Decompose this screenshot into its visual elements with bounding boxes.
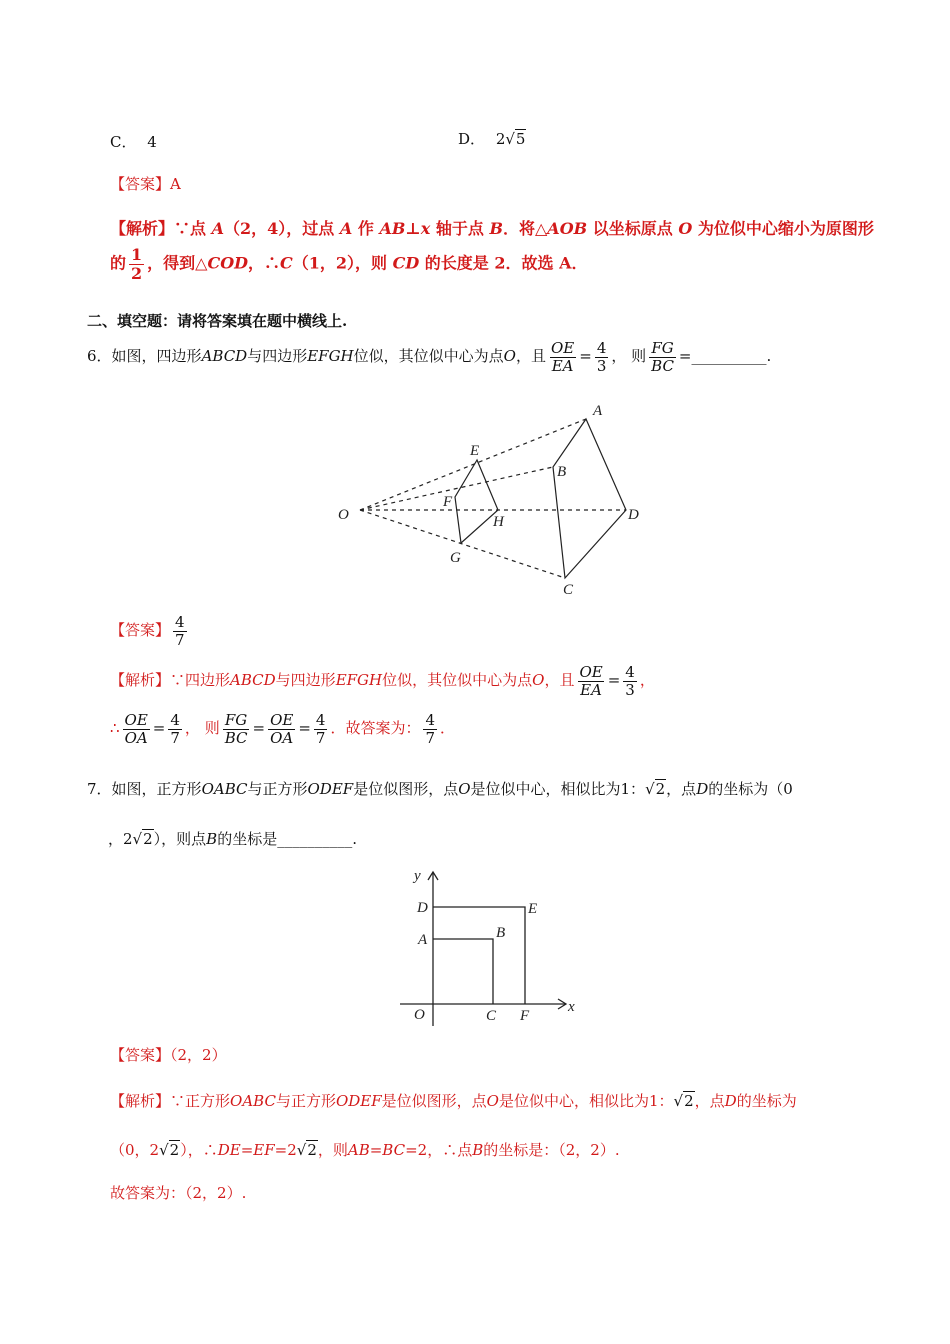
sqrt: √2 bbox=[296, 1141, 317, 1159]
radicand: 2 bbox=[684, 1092, 694, 1110]
option-d-sqrt: √5 bbox=[505, 130, 526, 148]
frac-den: EA bbox=[580, 680, 602, 699]
text: ，且 bbox=[544, 671, 575, 689]
analysis-tag: 【解析】 bbox=[110, 671, 171, 689]
q5-answer bbox=[110, 173, 181, 194]
fraction bbox=[314, 712, 328, 746]
frac-den: 7 bbox=[175, 630, 185, 649]
section-title: 二、填空题：请将答案填在题中横线上. bbox=[87, 312, 348, 330]
var: O bbox=[503, 347, 516, 365]
fraction-half bbox=[129, 246, 144, 282]
fraction bbox=[123, 712, 150, 746]
var: ODEF bbox=[307, 780, 354, 798]
frac-den: 3 bbox=[625, 680, 635, 699]
fraction bbox=[549, 340, 576, 374]
option-d bbox=[458, 128, 526, 149]
text: ∴ bbox=[110, 719, 120, 737]
text: （1，2），则 bbox=[292, 253, 393, 273]
sqrt: √2 bbox=[673, 1092, 694, 1110]
dashed-line bbox=[360, 419, 586, 510]
text: ，则 bbox=[317, 1141, 348, 1159]
var: OABC bbox=[201, 780, 248, 798]
question-number: 7． bbox=[87, 780, 112, 798]
q6-answer bbox=[110, 614, 190, 648]
text: ⊥ bbox=[405, 219, 421, 238]
text: =2，∴点 bbox=[405, 1141, 473, 1159]
answer-blank: =__________. bbox=[678, 347, 772, 365]
text: ∵点 bbox=[174, 219, 212, 238]
q7-analysis-line1 bbox=[110, 1090, 797, 1111]
var: ODEF bbox=[335, 1092, 382, 1110]
var: B bbox=[472, 1141, 484, 1159]
var: C bbox=[280, 253, 293, 273]
label-h: H bbox=[493, 514, 504, 530]
text: 位似，其位似中心为点 bbox=[353, 347, 504, 365]
frac-num: 4 bbox=[625, 663, 635, 681]
var: EFGH bbox=[335, 671, 383, 689]
option-d-label: D． bbox=[458, 130, 486, 148]
frac-den: BC bbox=[651, 356, 674, 375]
fraction bbox=[649, 340, 676, 374]
fraction bbox=[423, 712, 437, 746]
label-e: E bbox=[470, 443, 480, 459]
label-a: A bbox=[418, 932, 428, 948]
sqrt: √2 bbox=[645, 780, 666, 798]
question-number: 6． bbox=[87, 347, 112, 365]
text: 轴于点 bbox=[430, 219, 490, 238]
q7-analysis-line2 bbox=[110, 1139, 620, 1160]
quad-abcd bbox=[553, 419, 626, 578]
q5-analysis-line1 bbox=[110, 216, 874, 239]
label-b: B bbox=[496, 925, 506, 941]
text: 为位似中心缩小为原图形 bbox=[692, 219, 874, 238]
text: 的长度是 2．故选 A． bbox=[419, 253, 588, 273]
text: 以坐标原点 bbox=[587, 219, 679, 238]
text: 与四边形 bbox=[247, 347, 308, 365]
quad-efgh bbox=[455, 460, 498, 543]
q6-question bbox=[87, 340, 771, 374]
eq: = bbox=[252, 719, 266, 737]
fraction bbox=[595, 340, 609, 374]
text: ），∴ bbox=[180, 1141, 218, 1159]
frac-num: OE bbox=[124, 711, 148, 729]
text: 如图，正方形 bbox=[111, 780, 202, 798]
frac-num: OE bbox=[550, 339, 575, 357]
text: ，∴ bbox=[248, 253, 281, 273]
var: AB=BC bbox=[347, 1141, 406, 1159]
option-c-value: 4 bbox=[147, 133, 157, 151]
text: ），则点 bbox=[153, 830, 207, 848]
text: 与正方形 bbox=[247, 780, 308, 798]
text: 是位似图形，点 bbox=[381, 1092, 487, 1110]
eq: = bbox=[152, 719, 166, 737]
label-x: x bbox=[568, 999, 575, 1015]
text: 的坐标是：（2，2）. bbox=[483, 1141, 620, 1159]
q6-analysis-line2 bbox=[110, 712, 455, 746]
analysis-tag: 【解析】 bbox=[110, 1092, 171, 1110]
frac-num: 4 bbox=[315, 711, 326, 729]
label-o: O bbox=[338, 507, 349, 523]
text: ∵正方形 bbox=[170, 1092, 231, 1110]
fraction bbox=[168, 712, 182, 746]
answer-fraction bbox=[173, 614, 187, 648]
frac-den: 7 bbox=[425, 728, 435, 747]
eq: = bbox=[579, 347, 592, 365]
frac-num: 4 bbox=[425, 711, 435, 729]
radicand: 2 bbox=[655, 780, 666, 798]
frac-den: 7 bbox=[315, 728, 326, 747]
frac-den: 3 bbox=[596, 356, 607, 375]
text: 位似，其位似中心为点 bbox=[382, 671, 533, 689]
var: O bbox=[678, 219, 693, 238]
dashed-line bbox=[360, 467, 553, 510]
frac-den: OA bbox=[270, 728, 294, 747]
radicand: 2 bbox=[307, 1141, 317, 1159]
frac-den: OA bbox=[124, 728, 148, 747]
answer-tag: 【答案】 bbox=[110, 621, 171, 639]
frac-den: EA bbox=[551, 356, 574, 375]
frac-num: FG bbox=[224, 711, 248, 729]
text: 如图，四边形 bbox=[111, 347, 202, 365]
frac-num: 4 bbox=[596, 339, 607, 357]
q7-figure bbox=[390, 862, 590, 1032]
q7-question-line1 bbox=[87, 778, 793, 799]
label-f: F bbox=[443, 494, 453, 510]
text: ， bbox=[639, 671, 655, 689]
text: ．将△ bbox=[502, 219, 548, 238]
label-c: C bbox=[563, 582, 574, 598]
text: 的坐标是__________. bbox=[217, 830, 357, 848]
sqrt: √2 bbox=[159, 1141, 180, 1159]
text: ， 则 bbox=[611, 347, 647, 365]
frac-den: 2 bbox=[131, 263, 143, 283]
text: （0，2 bbox=[110, 1141, 160, 1159]
analysis-tag: 【解析】 bbox=[110, 219, 175, 238]
option-c-label: C． bbox=[110, 133, 137, 151]
radicand: 2 bbox=[143, 830, 153, 848]
var: D bbox=[696, 780, 709, 798]
var: A bbox=[211, 219, 225, 238]
q7-answer bbox=[110, 1044, 227, 1065]
label-y: y bbox=[414, 868, 421, 884]
text: 作 bbox=[352, 219, 380, 238]
eq: = bbox=[607, 671, 621, 689]
answer-value: A bbox=[170, 175, 181, 193]
frac-num: 4 bbox=[170, 711, 180, 729]
dashed-line bbox=[360, 510, 565, 578]
text: 与正方形 bbox=[275, 1092, 336, 1110]
answer-value: （2，2） bbox=[170, 1046, 227, 1064]
answer-tag: 【答案】 bbox=[110, 1046, 171, 1064]
fraction bbox=[577, 664, 604, 698]
text: ，点 bbox=[666, 780, 697, 798]
text: ∵四边形 bbox=[170, 671, 231, 689]
frac-num: FG bbox=[651, 339, 674, 357]
var: O bbox=[458, 780, 471, 798]
var: DE=EF bbox=[217, 1141, 275, 1159]
q6-figure bbox=[330, 398, 650, 598]
var: COD bbox=[207, 253, 249, 273]
text: =2 bbox=[274, 1141, 297, 1159]
text: 是位似中心，相似比为1： bbox=[470, 780, 646, 798]
label-c: C bbox=[486, 1008, 497, 1024]
option-c bbox=[110, 131, 157, 152]
var: B bbox=[206, 830, 218, 848]
var: A bbox=[339, 219, 353, 238]
var: ABCD bbox=[201, 347, 248, 365]
frac-num: 1 bbox=[131, 245, 143, 264]
q7-question-line2 bbox=[108, 828, 357, 849]
text: ，2 bbox=[108, 830, 133, 848]
text: 的坐标为 bbox=[736, 1092, 797, 1110]
text: ， 则 bbox=[184, 719, 220, 737]
square-odef bbox=[433, 907, 525, 1004]
text: 的 bbox=[110, 253, 127, 273]
var: x bbox=[420, 219, 431, 238]
var: O bbox=[532, 671, 545, 689]
var: OABC bbox=[230, 1092, 276, 1110]
q7-analysis-line3: 故答案为：（2，2）. bbox=[110, 1184, 247, 1202]
option-d-radicand: 5 bbox=[515, 130, 526, 148]
var: CD bbox=[392, 253, 420, 273]
square-oabc bbox=[433, 939, 493, 1004]
var: ABCD bbox=[230, 671, 276, 689]
q6-analysis-line1 bbox=[110, 664, 655, 698]
label-e: E bbox=[528, 901, 538, 917]
text: ，点 bbox=[694, 1092, 725, 1110]
label-f: F bbox=[520, 1008, 530, 1024]
text: ．故答案为： bbox=[330, 719, 421, 737]
frac-num: OE bbox=[579, 663, 603, 681]
radicand: 2 bbox=[169, 1141, 180, 1159]
answer-tag: 【答案】 bbox=[110, 175, 171, 193]
var: AB bbox=[379, 219, 406, 238]
frac-num: OE bbox=[270, 711, 294, 729]
label-o: O bbox=[414, 1007, 425, 1023]
frac-den: BC bbox=[224, 728, 248, 747]
frac-den: 7 bbox=[170, 728, 180, 747]
text: 与四边形 bbox=[275, 671, 336, 689]
q5-analysis-line2 bbox=[110, 246, 587, 282]
label-g: G bbox=[450, 550, 461, 566]
text: ，得到△ bbox=[147, 253, 208, 273]
var: B bbox=[489, 219, 503, 238]
label-b: B bbox=[557, 464, 567, 480]
text: 是位似中心，相似比为1： bbox=[498, 1092, 674, 1110]
fraction bbox=[223, 712, 250, 746]
var: O bbox=[486, 1092, 499, 1110]
label-a: A bbox=[593, 403, 603, 419]
var: D bbox=[724, 1092, 737, 1110]
fraction bbox=[268, 712, 295, 746]
eq: = bbox=[298, 719, 311, 737]
var: EFGH bbox=[307, 347, 354, 365]
fraction bbox=[623, 664, 637, 698]
text: ． bbox=[440, 719, 456, 737]
text: 是位似图形，点 bbox=[353, 780, 459, 798]
var: AOB bbox=[547, 219, 588, 238]
label-d: D bbox=[628, 507, 639, 523]
option-d-coef: 2 bbox=[495, 130, 506, 148]
label-d: D bbox=[417, 900, 428, 916]
text: （2，4），过点 bbox=[224, 219, 340, 238]
text: 的坐标为（0 bbox=[708, 780, 793, 798]
frac-num: 4 bbox=[175, 613, 185, 631]
text: ，且 bbox=[515, 347, 546, 365]
sqrt: √2 bbox=[132, 830, 153, 848]
